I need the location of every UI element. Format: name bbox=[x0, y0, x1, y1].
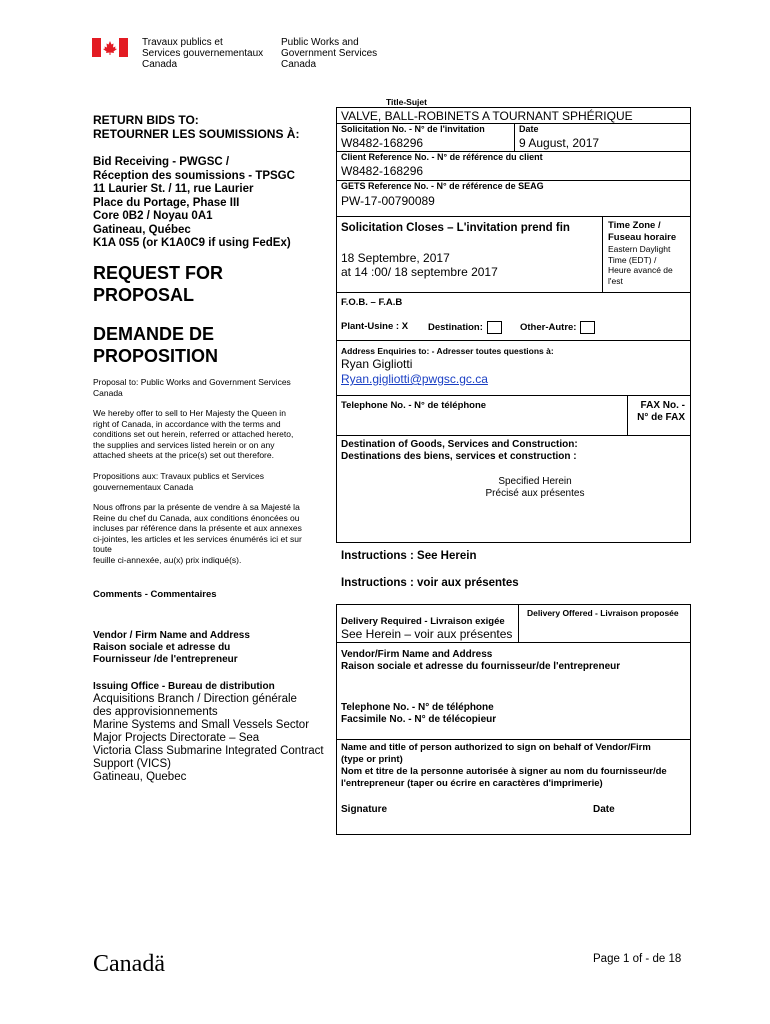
return-bids-heading: RETURN BIDS TO: RETOURNER LES SOUMISSIONS À: bbox=[93, 113, 300, 141]
address-enquiries-label: Address Enquiries to: - Adresser toutes questions à: bbox=[341, 346, 554, 356]
closes-date-value: 18 Septembre, 2017 bbox=[341, 251, 450, 265]
telephone-facsimile-label: Telephone No. - N° de téléphone Facsimile No. - N° de télécopieur bbox=[341, 702, 497, 725]
issuing-office-address: Acquisitions Branch / Direction générale des approvisionnements Marine Systems and Small Vessels Sector Major Projects Directorate – Sea Victoria Class Submarine Integrated Contract Support (VICS) Gatineau, Quebec bbox=[93, 693, 324, 783]
telephone-label: Telephone No. - N° de téléphone bbox=[341, 400, 487, 411]
destination-goods-label: Destination of Goods, Services and Construction: Destinations des biens, services et construction : bbox=[341, 439, 578, 462]
signature-date-label: Date bbox=[593, 804, 615, 815]
time-zone-value: Eastern Daylight Time (EDT) / Heure avancé de l'est bbox=[608, 244, 673, 286]
client-ref-label: Client Reference No. - N° de référence du client bbox=[341, 152, 543, 162]
contact-name: Ryan Gigliotti bbox=[341, 357, 413, 371]
department-name-fr: Travaux publics et Services gouvernementaux Canada bbox=[142, 37, 264, 70]
issuing-office-label: Issuing Office - Bureau de distribution bbox=[93, 681, 275, 692]
plant-usine-label: Plant-Usine : X bbox=[341, 321, 409, 332]
time-zone-label: Time Zone / Fuseau horaire bbox=[608, 220, 677, 243]
signature-label: Signature bbox=[341, 804, 388, 815]
gets-ref-label: GETS Reference No. - N° de référence de SEAG bbox=[341, 181, 544, 191]
offer-text-fr: Nous offrons par la présente de vendre à sa Majesté la Reine du chef du Canada, aux conditions énoncées ou incluses par référence dans la présente et aux annexes ci-jointes, les articles et les services énumérés ici et sur toute feuille ci-annexée, au(x) prix indiqué(s). bbox=[93, 502, 302, 565]
propositions-text-fr: Propositions aux: Travaux publics et Services gouvernementaux Canada bbox=[93, 471, 265, 492]
specified-herein-text: Specified Herein Précisé aux présentes bbox=[485, 476, 585, 499]
instructions-fr: Instructions : voir aux présentes bbox=[341, 577, 519, 589]
destination-checkbox[interactable] bbox=[487, 321, 502, 334]
instructions-en: Instructions : See Herein bbox=[341, 550, 477, 562]
authorized-person-label: Name and title of person authorized to sign on behalf of Vendor/Firm (type or print) Nom et titre de la personne autorisée à signer au nom du fournisseur/de l'entrepreneur (taper ou écrire en caractères d'imprimerie) bbox=[341, 742, 667, 789]
request-for-proposal-title: REQUEST FOR PROPOSAL bbox=[93, 263, 224, 305]
proposal-to-text: Proposal to: Public Works and Government Services Canada bbox=[93, 377, 291, 398]
solicitation-no-label: Solicitation No. - N° de l'invitation bbox=[341, 124, 485, 134]
fax-label: FAX No. - N° de FAX bbox=[637, 400, 685, 423]
page-number: Page 1 of - de 18 bbox=[593, 953, 682, 965]
contact-email-link[interactable]: Ryan.gigliotti@pwgsc.gc.ca bbox=[341, 372, 488, 386]
canada-wordmark-logo: Canadä bbox=[93, 951, 165, 977]
date-label: Date bbox=[519, 124, 539, 134]
other-checkbox[interactable] bbox=[580, 321, 595, 334]
destination-fob-label: Destination: bbox=[428, 321, 502, 334]
closes-time-value: at 14 :00/ 18 septembre 2017 bbox=[341, 265, 498, 279]
offer-text-en: We hereby offer to sell to Her Majesty the Queen in right of Canada, in accordance with the terms and conditions set out herein, referred or attached hereto, the supplies and services listed herein or on any attached sheets at the price(s) set out therefore. bbox=[93, 408, 294, 460]
date-value: 9 August, 2017 bbox=[519, 136, 600, 150]
demande-de-proposition-title: DEMANDE DE PROPOSITION bbox=[93, 324, 219, 366]
comments-label: Comments - Commentaires bbox=[93, 589, 217, 600]
delivery-required-value: See Herein – voir aux présentes bbox=[341, 627, 513, 641]
gets-ref-value: PW-17-00790089 bbox=[341, 194, 435, 208]
vendor-name-address-label: Vendor/Firm Name and Address Raison sociale et adresse du fournisseur/de l'entrepreneur bbox=[341, 649, 621, 672]
canada-flag-icon bbox=[92, 38, 128, 57]
bid-receiving-address: Bid Receiving - PWGSC / Réception des soumissions - TPSGC 11 Laurier St. / 11, rue Laurier Place du Portage, Phase III Core 0B2 / Noyau 0A1 Gatineau, Québec K1A 0S5 (or K1A0C9 if using FedEx) bbox=[93, 156, 295, 249]
title-label: Title-Sujet bbox=[386, 97, 427, 107]
delivery-required-label: Delivery Required - Livraison exigée bbox=[341, 616, 505, 627]
delivery-offered-label: Delivery Offered - Livraison proposée bbox=[527, 608, 679, 618]
fob-label: F.O.B. – F.A.B bbox=[341, 297, 403, 308]
department-name-en: Public Works and Government Services Canada bbox=[281, 37, 378, 70]
other-fob-label: Other-Autre: bbox=[520, 321, 595, 334]
solicitation-closes-label: Solicitation Closes – L'invitation prend fin bbox=[341, 222, 570, 234]
client-ref-value: W8482-168296 bbox=[341, 164, 424, 178]
solicitation-no-value: W8482-168296 bbox=[341, 136, 424, 150]
vendor-firm-label: Vendor / Firm Name and Address Raison sociale et adresse du Fournisseur /de l'entrepreneur bbox=[93, 630, 250, 665]
title-value: VALVE, BALL-ROBINETS A TOURNANT SPHÉRIQUE bbox=[341, 109, 633, 123]
